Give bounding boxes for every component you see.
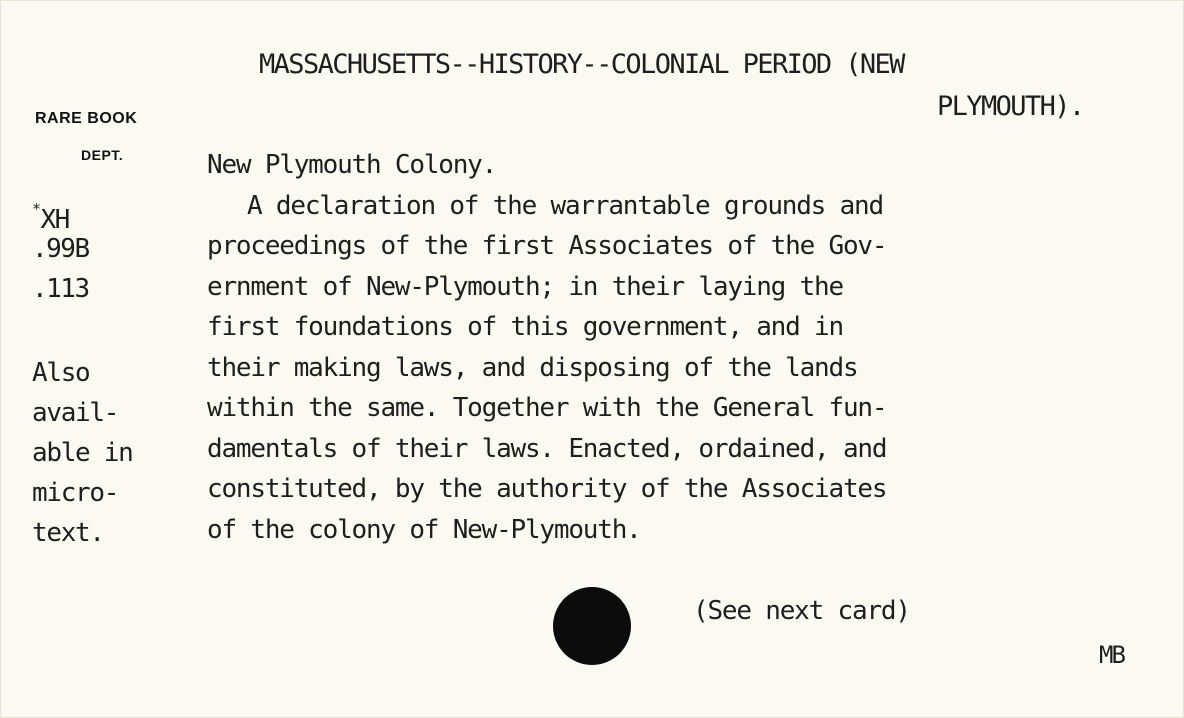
rare-book-stamp: RARE BOOK <box>35 110 138 127</box>
title-line: first foundations of this government, and in <box>207 312 843 342</box>
availability-note <box>32 353 132 553</box>
dept-stamp: DEPT. <box>81 147 124 163</box>
catalog-entry <box>207 145 886 550</box>
title-line: their making laws, and disposing of the lands <box>207 352 858 383</box>
punch-hole <box>553 587 631 665</box>
title-line: proceedings of the first Associates of the Gov- <box>207 231 887 261</box>
title-line: ernment of New-Plymouth; in their laying the <box>207 271 843 302</box>
library-code: MB <box>1099 641 1124 669</box>
title-line: damentals of their laws. Enacted, ordained, and <box>207 433 887 464</box>
title-line: of the colony of New-Plymouth. <box>207 514 641 545</box>
title-line: constituted, by the authority of the Associates <box>207 474 887 504</box>
author-heading: New Plymouth Colony. <box>207 150 497 180</box>
availability-note-line: text. <box>32 518 104 548</box>
continuation-note: (See next card) <box>693 596 910 626</box>
subject-heading-line-1: MASSACHUSETTS--HISTORY--COLONIAL PERIOD (NEW <box>259 49 904 80</box>
title-line: A declaration of the warrantable grounds and <box>247 190 883 221</box>
availability-note-line: avail- <box>32 398 119 428</box>
availability-note-line: micro- <box>32 478 119 508</box>
call-number-line-3: .113 <box>32 274 89 304</box>
availability-note-line: able in <box>32 438 133 468</box>
call-number-line-2: .99B <box>32 234 89 264</box>
title-line: within the same. Together with the General fun- <box>207 393 887 423</box>
subject-heading-line-2: PLYMOUTH). <box>937 91 1084 122</box>
call-number-star: * <box>32 200 40 218</box>
availability-note-line: Also <box>32 358 90 388</box>
call-number-class: XH <box>40 205 69 235</box>
